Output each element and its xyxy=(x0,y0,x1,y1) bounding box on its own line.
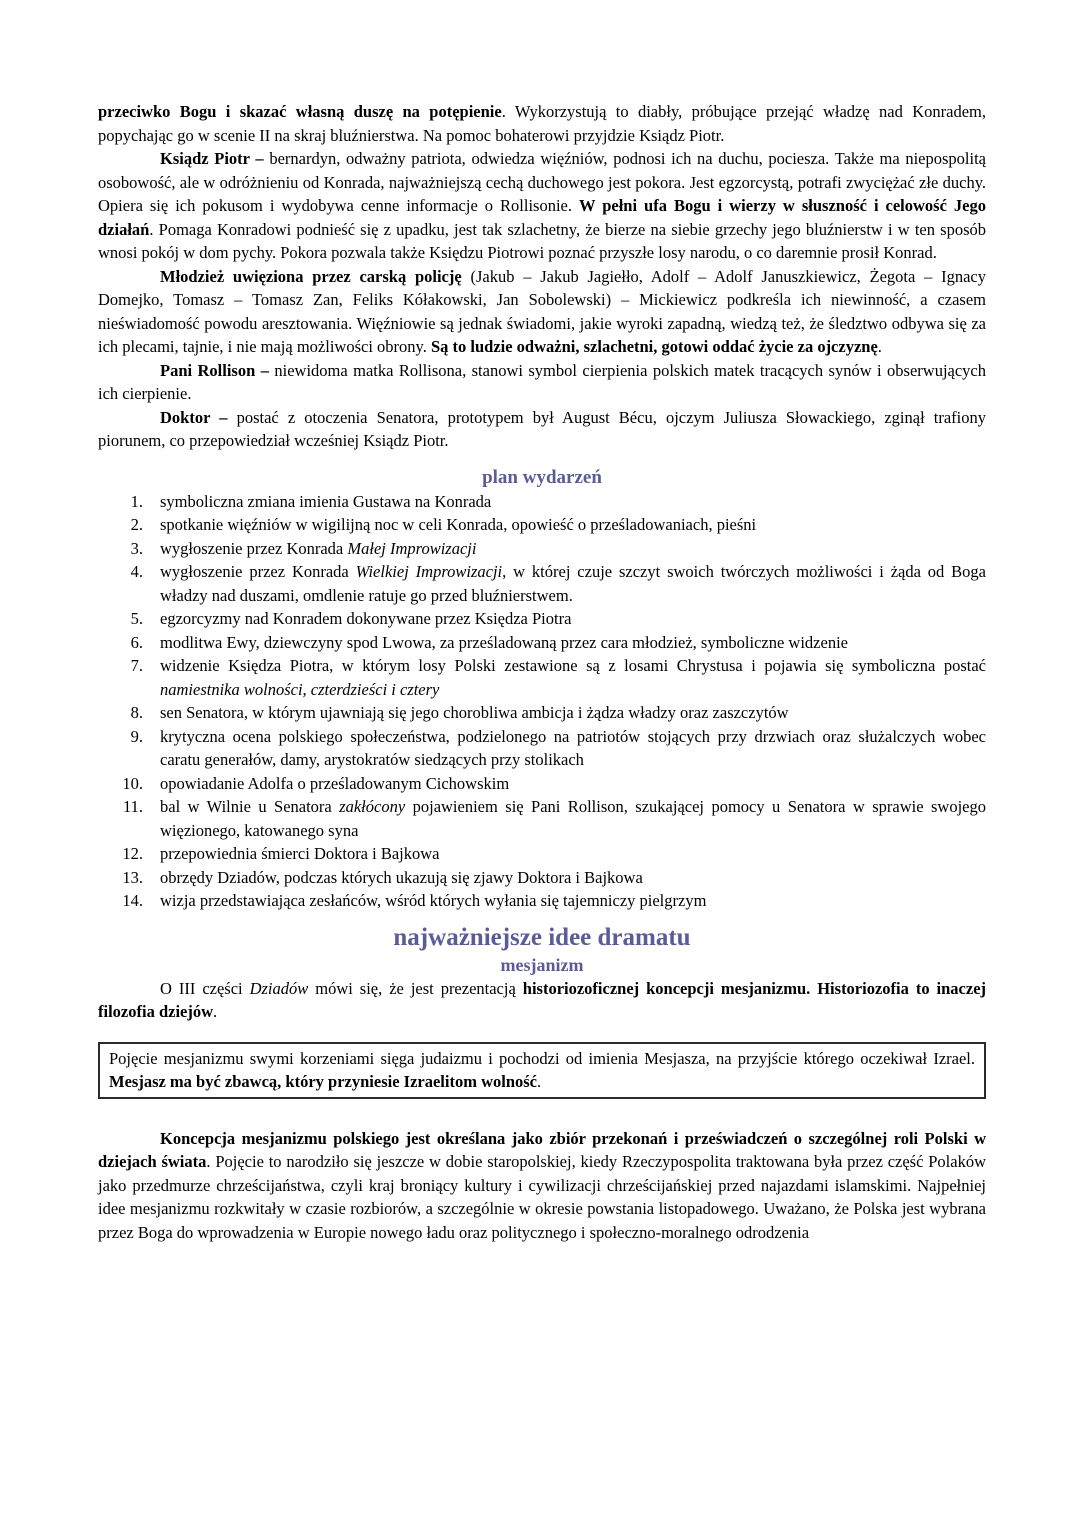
list-item xyxy=(98,607,986,631)
list-item xyxy=(98,513,986,537)
list-item-text: obrzędy Dziadów, podczas których ukazują się zjawy Doktora i Bajkowa xyxy=(160,867,643,887)
list-item xyxy=(98,537,986,561)
list-item xyxy=(98,889,986,913)
list-item-text: przepowiednia śmierci Doktora i Bajkowa xyxy=(160,844,440,863)
list-item-number: 1. xyxy=(130,491,143,511)
list-item xyxy=(98,490,986,514)
list-item xyxy=(98,725,986,772)
list-item-text: sen Senatora, w którym ujawniają się jego chorobliwa ambicja i żądza władzy oraz zaszczytów xyxy=(160,703,789,722)
list-item-number: 9. xyxy=(130,726,143,746)
paragraph-doktor: Doktor – postać z otoczenia Senatora, prototypem był August Bécu, ojczym Juliusza Słowackiego, zginął trafiony piorunem, co przepowiedział wcześniej Ksiądz Piotr. xyxy=(98,407,986,450)
list-item xyxy=(98,560,986,607)
list-item-text: wygłoszenie przez Konrada Małej Improwizacji xyxy=(160,538,477,558)
paragraph-koncepcja-mesjanizmu: Koncepcja mesjanizmu polskiego jest określana jako zbiór przekonań i przeświadczeń o szczególnej roli Polski w dziejach świata. Pojęcie to narodziło się jeszcze w dobie staropolskiej, kiedy Rzeczypospolita traktowana była przez część Polaków jako przedmurze chrześcijaństwa, czyli kraj broniący kultury i cywilizacji chrześcijańskiej przed najazdami islamskimi. Najpełniej idee mesjanizmu rozkwitały w czasie rozbiorów, a szczególnie w okresie powstania listopadowego. Uważano, że Polska jest wybrana przez Boga do wprowadzenia w Europie nowego ładu oraz politycznego i społeczno-moralnego odrodzenia xyxy=(98,1128,986,1242)
list-item-number: 11. xyxy=(122,797,143,816)
list-item-number: 13. xyxy=(122,867,143,887)
list-item xyxy=(98,654,986,701)
list-item-number: 8. xyxy=(130,703,143,722)
list-item-number: 10. xyxy=(122,773,143,793)
list-item-text: symboliczna zmiana imienia Gustawa na Konrada xyxy=(160,491,492,511)
list-item-number: 12. xyxy=(122,844,143,863)
definition-box xyxy=(98,1042,986,1099)
list-item-text: wygłoszenie przez Konrada Wielkiej Improwizacji, w której czuje szczyt swoich twórczych możliwości i żąda od Boga władzy nad duszami, omdlenie ratuje go przed bluźnierstwem. xyxy=(160,562,986,605)
paragraph-mlodziez: Młodzież uwięziona przez carską policję (Jakub – Jakub Jagiełło, Adolf – Adolf Januszkiewicz, Żegota – Ignacy Domejko, Tomasz – Tomasz Zan, Feliks Kółakowski, Jan Sobolewski) – Mickiewicz podkreśla ich niewinność, a czasem nieświadomość powodu aresztowania. Więźniowie są jednak świadomi, jakie wyroki zapadną, wiedzą też, że śledztwo odbywa się za ich plecami, tajnie, i nie mają możliwości obrony. Są to ludzie odważni, szlachetni, gotowi oddać życie za ojczyznę. xyxy=(98,266,986,356)
list-item xyxy=(98,795,986,842)
document-content xyxy=(98,100,986,1244)
paragraph-mesjanizm-intro: O III części Dziadów mówi się, że jest prezentacją historiozoficznej koncepcji mesjanizmu. Historiozofia to inaczej filozofia dziejów. xyxy=(98,978,987,1021)
list-item xyxy=(98,842,986,866)
event-plan-list xyxy=(98,490,986,913)
list-item-number: 2. xyxy=(130,515,143,534)
list-item-number: 4. xyxy=(130,562,143,581)
paragraph-pani-rollison: Pani Rollison – niewidoma matka Rollisona, stanowi symbol cierpienia polskich matek tracących synów i obserwujących ich cierpienie. xyxy=(98,360,986,403)
list-item-number: 3. xyxy=(130,538,143,558)
list-item-number: 7. xyxy=(130,656,143,675)
paragraph-devils-continuation: przeciwko Bogu i skazać własną duszę na potępienie. Wykorzystują to diabły, próbujące przejąć władzę nad Konradem, popychając go w scenie II na skraj bluźnierstwa. Na pomoc bohaterowi przyjdzie Ksiądz Piotr. xyxy=(98,102,986,145)
list-item xyxy=(98,772,986,796)
definition-box-text: Pojęcie mesjanizmu swymi korzeniami sięga judaizmu i pochodzi od imienia Mesjasza, na przyjście którego oczekiwał Izrael. Mesjasz ma być zbawcą, który przyniesie Izraelitom wolność. xyxy=(109,1048,975,1091)
list-item-text: wizja przedstawiająca zesłańców, wśród których wyłania się tajemniczy pielgrzym xyxy=(160,891,707,910)
list-item-text: egzorcyzmy nad Konradem dokonywane przez Księdza Piotra xyxy=(160,609,572,628)
list-item-text: modlitwa Ewy, dziewczyny spod Lwowa, za prześladowaną przez cara młodzież, symboliczne widzenie xyxy=(160,632,848,652)
list-item-text: bal w Wilnie u Senatora zakłócony pojawieniem się Pani Rollison, szukającej pomocy u Senatora w sprawie swojego więzionego, katowanego syna xyxy=(160,797,986,840)
list-item-text: spotkanie więźniów w wigilijną noc w celi Konrada, opowieść o prześladowaniach, pieśni xyxy=(160,515,757,534)
list-item xyxy=(98,631,986,655)
section-heading-idee-dramatu: najważniejsze idee dramatu xyxy=(393,923,691,951)
list-item xyxy=(98,701,986,725)
paragraph-ksiadz-piotr: Ksiądz Piotr – bernardyn, odważny patriota, odwiedza więźniów, podnosi ich na duchu, pociesza. Także ma niepospolitą osobowość, ale w odróżnieniu od Konrada, najważniejszą cechą duchowego jest pokora. Jest egzorcystą, potrafi zwyciężać złe duchy. Opiera się ich pokusom i wydobywa cenne informacje o Rollisonie. W pełni ufa Bogu i wierzy w słuszność i celowość Jego działań. Pomaga Konradowi podnieść się z upadku, jest tak szlachetny, że bierze na siebie grzechy jego bluźnierstw i w ten sposób wnosi pokój w dom pychy. Pokora pozwala także Księdzu Piotrowi poznać przyszłe losy narodu, o co daremnie prosił Konrad. xyxy=(98,149,986,262)
list-item-number: 14. xyxy=(122,891,143,910)
list-item-number: 6. xyxy=(130,632,143,652)
section-heading-plan-wydarzen: plan wydarzeń xyxy=(482,466,602,488)
list-item-text: krytyczna ocena polskiego społeczeństwa, podzielonego na patriotów stojących przy drzwiach oraz służalczych wobec caratu generałów, damy, arystokratów siedzących przy stolikach xyxy=(160,726,986,769)
list-item xyxy=(98,866,986,890)
list-item-text: widzenie Księdza Piotra, w którym losy Polski zestawione są z losami Chrystusa i pojawia się symboliczna postać namiestnika wolności, czterdzieści i cztery xyxy=(160,656,986,699)
list-item-number: 5. xyxy=(130,609,143,628)
list-item-text: opowiadanie Adolfa o prześladowanym Cichowskim xyxy=(160,773,510,793)
subsection-heading-mesjanizm: mesjanizm xyxy=(500,954,584,975)
